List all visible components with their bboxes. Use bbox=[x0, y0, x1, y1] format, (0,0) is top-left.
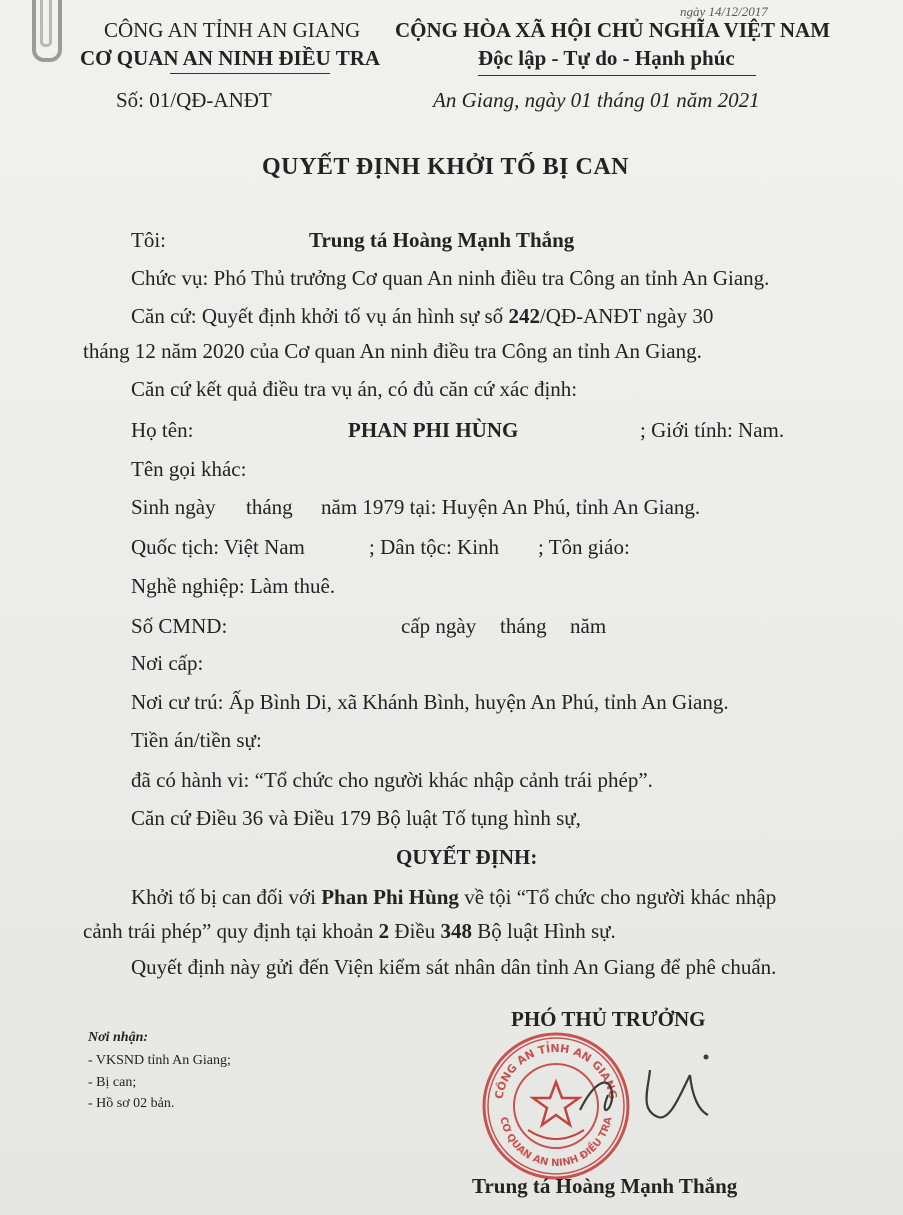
birth-month: tháng bbox=[246, 495, 293, 519]
country-line1: CỘNG HÒA XÃ HỘI CHỦ NGHĨA VIỆT NAM bbox=[395, 18, 831, 42]
id-month: tháng bbox=[500, 614, 547, 638]
id-label: Số CMND: bbox=[131, 614, 228, 638]
decision-line2: cảnh trái phép” quy định tại khoản 2 Điều 348 Bộ luật Hình sự. bbox=[83, 919, 616, 943]
occupation: Nghề nghiệp: Làm thuê. bbox=[131, 574, 336, 598]
signer-role: PHÓ THỦ TRƯỞNG bbox=[511, 1007, 706, 1031]
alleged-act: đã có hành vi: “Tổ chức cho người khác nhập cảnh trái phép”. bbox=[131, 768, 653, 792]
recipient-item: - Hồ sơ 02 bản. bbox=[88, 1096, 175, 1111]
person-name: PHAN PHI HÙNG bbox=[348, 418, 519, 442]
place-date: An Giang, ngày 01 tháng 01 năm 2021 bbox=[433, 88, 760, 112]
criminal-record: Tiền án/tiền sự: bbox=[131, 728, 262, 752]
motto-underline bbox=[478, 75, 756, 76]
issuer-name: Trung tá Hoàng Mạnh Thắng bbox=[309, 228, 575, 252]
country-line2: Độc lập - Tự do - Hạnh phúc bbox=[478, 46, 735, 70]
birth-rest: năm 1979 tại: Huyện An Phú, tỉnh An Giang. bbox=[321, 495, 701, 519]
decision-line3: Quyết định này gửi đến Viện kiểm sát nhân dân tỉnh An Giang để phê chuẩn. bbox=[131, 955, 777, 979]
basis-line3: Căn cứ kết quả điều tra vụ án, có đủ căn cứ xác định: bbox=[131, 377, 578, 401]
ethnicity: ; Dân tộc: Kinh bbox=[369, 535, 500, 559]
seal-bottom-text: CƠ QUAN AN NINH ĐIỀU TRA bbox=[497, 1116, 615, 1170]
residence: Nơi cư trú: Ấp Bình Di, xã Khánh Bình, huyện An Phú, tỉnh An Giang. bbox=[131, 690, 729, 714]
nationality: Quốc tịch: Việt Nam bbox=[131, 535, 305, 559]
recipients-title: Nơi nhận: bbox=[88, 1030, 149, 1045]
agency-line1: CÔNG AN TỈNH AN GIANG bbox=[104, 18, 361, 42]
issuer-position: Chức vụ: Phó Thủ trưởng Cơ quan An ninh điều tra Công an tỉnh An Giang. bbox=[131, 266, 770, 290]
page-title: QUYẾT ĐỊNH KHỞI TỐ BỊ CAN bbox=[262, 154, 630, 180]
alias-label: Tên gọi khác: bbox=[131, 457, 247, 481]
decision-line1: Khởi tố bị can đối với Phan Phi Hùng về tội “Tổ chức cho người khác nhập bbox=[131, 885, 777, 909]
recipient-item: - Bị can; bbox=[88, 1075, 137, 1090]
basis-line1: Căn cứ: Quyết định khởi tố vụ án hình sự số 242/QĐ-ANĐT ngày 30 bbox=[131, 304, 714, 328]
handwritten-signature bbox=[540, 1035, 740, 1145]
basis-line2: tháng 12 năm 2020 của Cơ quan An ninh điều tra Công an tỉnh An Giang. bbox=[83, 339, 702, 363]
paper-clip bbox=[32, 0, 62, 62]
id-year: năm bbox=[570, 614, 607, 638]
id-date: cấp ngày bbox=[401, 614, 477, 638]
religion: ; Tôn giáo: bbox=[538, 535, 630, 559]
top-note: ngày 14/12/2017 bbox=[680, 4, 768, 19]
id-place: Nơi cấp: bbox=[131, 651, 204, 675]
document-number: Số: 01/QĐ-ANĐT bbox=[116, 88, 272, 112]
signer-name: Trung tá Hoàng Mạnh Thắng bbox=[472, 1174, 738, 1198]
birth-day: Sinh ngày bbox=[131, 495, 216, 519]
recipient-item: - VKSND tỉnh An Giang; bbox=[88, 1053, 231, 1068]
agency-line2: CƠ QUAN AN NINH ĐIỀU TRA bbox=[80, 46, 381, 70]
decision-heading: QUYẾT ĐỊNH: bbox=[396, 845, 538, 869]
person-gender: ; Giới tính: Nam. bbox=[640, 418, 785, 442]
issuer-label: Tôi: bbox=[131, 228, 166, 252]
agency-underline bbox=[170, 73, 330, 74]
name-label: Họ tên: bbox=[131, 418, 194, 442]
seal-top-text: CÔNG AN TỈNH AN GIANG bbox=[492, 1041, 620, 1101]
legal-basis: Căn cứ Điều 36 và Điều 179 Bộ luật Tố tụng hình sự, bbox=[131, 806, 581, 830]
